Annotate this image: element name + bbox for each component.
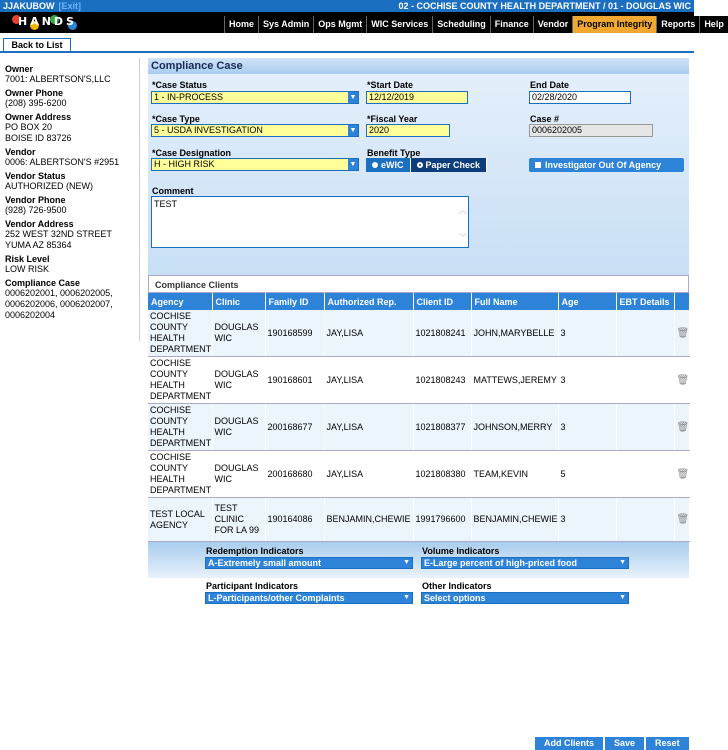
chevron-down-icon: ▼ (349, 94, 357, 101)
cell-ebt (616, 404, 674, 451)
trash-icon[interactable]: 🗑 (674, 498, 689, 542)
owner-address-line2: BOISE ID 83726 (5, 133, 72, 143)
cell-family-id: 200168677 (265, 404, 324, 451)
column-header[interactable]: Family ID (265, 293, 324, 310)
cell-auth-rep: JAY,LISA (324, 404, 413, 451)
end-date-input[interactable]: 02/28/2020 (529, 91, 631, 104)
vendor-summary-panel (0, 58, 140, 341)
owner-address-line1: PO BOX 20 (5, 122, 53, 132)
compliance-clients-table (148, 293, 690, 542)
cell-ebt (616, 310, 674, 357)
footer-actions (533, 737, 689, 750)
cell-agency: COCHISE COUNTY HEALTH DEPARTMENT (148, 404, 212, 451)
vendor-address-label: Vendor Address (5, 219, 74, 229)
cell-client-id: 1991796600 (413, 498, 471, 542)
add-clients-button[interactable]: Add Clients (535, 737, 603, 750)
owner-phone-label: Owner Phone (5, 88, 64, 98)
cell-client-id: 1021808241 (413, 310, 471, 357)
vendor-phone-value: (928) 726-9500 (5, 205, 67, 215)
chevron-down-icon: ▼ (619, 559, 626, 566)
benefit-paper-check-radio[interactable]: Paper Check (411, 158, 488, 172)
chevron-down-icon: ▼ (349, 161, 357, 168)
cell-clinic: DOUGLAS WIC (212, 357, 265, 404)
cell-full-name: TEAM,KEVIN (471, 451, 558, 498)
cell-clinic: DOUGLAS WIC (212, 404, 265, 451)
column-header[interactable]: Authorized Rep. (324, 293, 413, 310)
cell-age: 3 (558, 310, 616, 357)
column-header[interactable]: Clinic (212, 293, 265, 310)
cell-full-name: JOHN,MARYBELLE (471, 310, 558, 357)
case-designation-label: *Case Designation (152, 148, 232, 158)
cell-ebt (616, 498, 674, 542)
volume-indicators-label: Volume Indicators (422, 546, 500, 556)
nav-item-help[interactable]: Help (699, 16, 728, 33)
back-to-list-button[interactable]: Back to List (3, 38, 71, 52)
column-header[interactable]: Full Name (471, 293, 558, 310)
trash-icon[interactable]: 🗑 (674, 451, 689, 498)
cell-clinic: DOUGLAS WIC (212, 310, 265, 357)
main-content (148, 58, 689, 614)
redemption-indicators-select[interactable]: A-Extremely small amount ▼ (205, 557, 413, 569)
tab-divider (0, 51, 694, 53)
table-header-row (148, 293, 689, 310)
compliance-case-form (148, 74, 689, 275)
comment-label: Comment (152, 186, 194, 196)
vendor-value: 0006: ALBERTSON'S #2951 (5, 157, 120, 167)
chevron-down-icon: ▼ (349, 127, 357, 134)
cell-clinic: DOUGLAS WIC (212, 451, 265, 498)
risk-level-value: LOW RISK (5, 264, 50, 274)
cell-client-id: 1021808377 (413, 404, 471, 451)
cell-full-name: BENJAMIN,CHEWIE (471, 498, 558, 542)
column-header[interactable]: EBT Details (616, 293, 674, 310)
username: JJAKUBOW (3, 1, 55, 11)
other-indicators-select[interactable]: Select options ▼ (421, 592, 629, 604)
compliance-clients-header: Compliance Clients (148, 275, 689, 293)
case-status-label: *Case Status (152, 80, 208, 90)
cell-client-id: 1021808243 (413, 357, 471, 404)
scroll-down-icon[interactable]: ﹀ (459, 233, 467, 242)
comment-textarea[interactable]: TEST ︿ ﹀ (151, 196, 469, 248)
vendor-phone-label: Vendor Phone (5, 195, 66, 205)
cell-ebt (616, 357, 674, 404)
vendor-address-line2: YUMA AZ 85364 (5, 240, 72, 250)
compliance-case-header: Compliance Case (148, 58, 689, 74)
compliance-case-line3: 0006202004 (5, 310, 56, 320)
vendor-address-line1: 252 WEST 32ND STREET (5, 229, 112, 239)
cell-age: 3 (558, 498, 616, 542)
chevron-down-icon: ▼ (619, 594, 626, 601)
radio-selected-icon (417, 162, 423, 168)
cell-agency: TEST LOCAL AGENCY (148, 498, 212, 542)
table-row[interactable] (148, 404, 689, 451)
case-number-label: Case # (530, 114, 560, 124)
cell-family-id: 190168599 (265, 310, 324, 357)
case-designation-select[interactable]: H - HIGH RISK ▼ (151, 158, 359, 171)
owner-label: Owner (5, 64, 34, 74)
column-header[interactable]: Age (558, 293, 616, 310)
case-type-select[interactable]: 5 - USDA INVESTIGATION ▼ (151, 124, 359, 137)
cell-agency: COCHISE COUNTY HEALTH DEPARTMENT (148, 451, 212, 498)
cell-agency: COCHISE COUNTY HEALTH DEPARTMENT (148, 357, 212, 404)
cell-auth-rep: BENJAMIN,CHEWIE (324, 498, 413, 542)
main-nav (224, 16, 728, 33)
fiscal-year-label: *Fiscal Year (367, 114, 418, 124)
investigator-out-of-agency-checkbox[interactable]: Investigator Out Of Agency (529, 158, 684, 172)
chevron-down-icon: ▼ (403, 559, 410, 566)
case-number-input: 0006202005 (529, 124, 653, 137)
owner-value: 7001: ALBERTSON'S,LLC (5, 74, 111, 84)
volume-indicators-select[interactable]: E-Large percent of high-priced food ▼ (421, 557, 629, 569)
fiscal-year-input[interactable]: 2020 (366, 124, 450, 137)
clinic-label: 02 - COCHISE COUNTY HEALTH DEPARTMENT / 01 - DOUGLAS WIC (398, 1, 691, 11)
status-line (0, 0, 694, 12)
cell-full-name: JOHNSON,MERRY (471, 404, 558, 451)
reset-button[interactable]: Reset (646, 737, 689, 750)
cell-family-id: 190164086 (265, 498, 324, 542)
vendor-status-value: AUTHORIZED (NEW) (5, 181, 93, 191)
column-header[interactable]: Agency (148, 293, 212, 310)
cell-age: 3 (558, 404, 616, 451)
benefit-ewic-radio[interactable]: eWIC (366, 158, 411, 172)
nav-item-sys-admin[interactable]: Sys Admin (258, 16, 313, 33)
vendor-status-label: Vendor Status (5, 171, 66, 181)
benefit-type-toggle (366, 158, 487, 172)
nav-item-home[interactable]: Home (224, 16, 258, 33)
table-row[interactable] (148, 451, 689, 498)
indicators-panel (148, 542, 689, 614)
compliance-case-line1: 0006202001, 0006202005, (5, 288, 113, 298)
nav-item-finance[interactable]: Finance (490, 16, 533, 33)
trash-icon[interactable]: 🗑 (674, 404, 689, 451)
logo-text: HANDS (18, 15, 77, 28)
top-bar (0, 0, 724, 33)
cell-agency: COCHISE COUNTY HEALTH DEPARTMENT (148, 310, 212, 357)
cell-client-id: 1021808380 (413, 451, 471, 498)
cell-ebt (616, 451, 674, 498)
chevron-down-icon: ▼ (403, 594, 410, 601)
trash-icon[interactable]: 🗑 (674, 310, 689, 357)
nav-item-vendor[interactable]: Vendor (533, 16, 573, 33)
start-date-label: *Start Date (367, 80, 414, 90)
cell-family-id: 200168680 (265, 451, 324, 498)
table-row[interactable] (148, 357, 689, 404)
case-status-select[interactable]: 1 - IN-PROCESS ▼ (151, 91, 359, 104)
nav-item-wic-services[interactable]: WIC Services (366, 16, 432, 33)
trash-icon[interactable]: 🗑 (674, 357, 689, 404)
nav-item-scheduling[interactable]: Scheduling (432, 16, 490, 33)
nav-item-ops-mgmt[interactable]: Ops Mgmt (313, 16, 366, 33)
participant-indicators-select[interactable]: L-Participants/other Complaints ▼ (205, 592, 413, 604)
exit-link[interactable]: [Exit] (58, 1, 82, 11)
owner-phone-value: (208) 395-6200 (5, 98, 67, 108)
radio-icon (372, 162, 378, 168)
checkbox-icon (535, 162, 541, 168)
participant-indicators-label: Participant Indicators (206, 581, 299, 591)
vendor-label: Vendor (5, 147, 36, 157)
cell-clinic: TEST CLINIC FOR LA 99 (212, 498, 265, 542)
cell-auth-rep: JAY,LISA (324, 357, 413, 404)
end-date-label: End Date (530, 80, 570, 90)
cell-age: 5 (558, 451, 616, 498)
start-date-input[interactable]: 12/12/2019 (366, 91, 468, 104)
case-type-label: *Case Type (152, 114, 200, 124)
benefit-type-label: Benefit Type (367, 148, 421, 158)
app-logo[interactable] (10, 13, 90, 32)
column-header[interactable]: Client ID (413, 293, 471, 310)
compliance-case-label: Compliance Case (5, 278, 81, 288)
cell-family-id: 190168601 (265, 357, 324, 404)
nav-item-reports[interactable]: Reports (656, 16, 699, 33)
cell-age: 3 (558, 357, 616, 404)
owner-address-label: Owner Address (5, 112, 72, 122)
cell-auth-rep: JAY,LISA (324, 451, 413, 498)
cell-full-name: MATTEWS,JEREMY (471, 357, 558, 404)
save-button[interactable]: Save (605, 737, 644, 750)
scroll-up-icon[interactable]: ︿ (459, 206, 467, 215)
redemption-indicators-label: Redemption Indicators (206, 546, 304, 556)
compliance-case-line2: 0006202006, 0006202007, (5, 299, 113, 309)
cell-auth-rep: JAY,LISA (324, 310, 413, 357)
risk-level-label: Risk Level (5, 254, 50, 264)
nav-item-program-integrity[interactable]: Program Integrity (572, 16, 656, 33)
other-indicators-label: Other Indicators (422, 581, 492, 591)
table-row[interactable] (148, 498, 689, 542)
table-row[interactable] (148, 310, 689, 357)
